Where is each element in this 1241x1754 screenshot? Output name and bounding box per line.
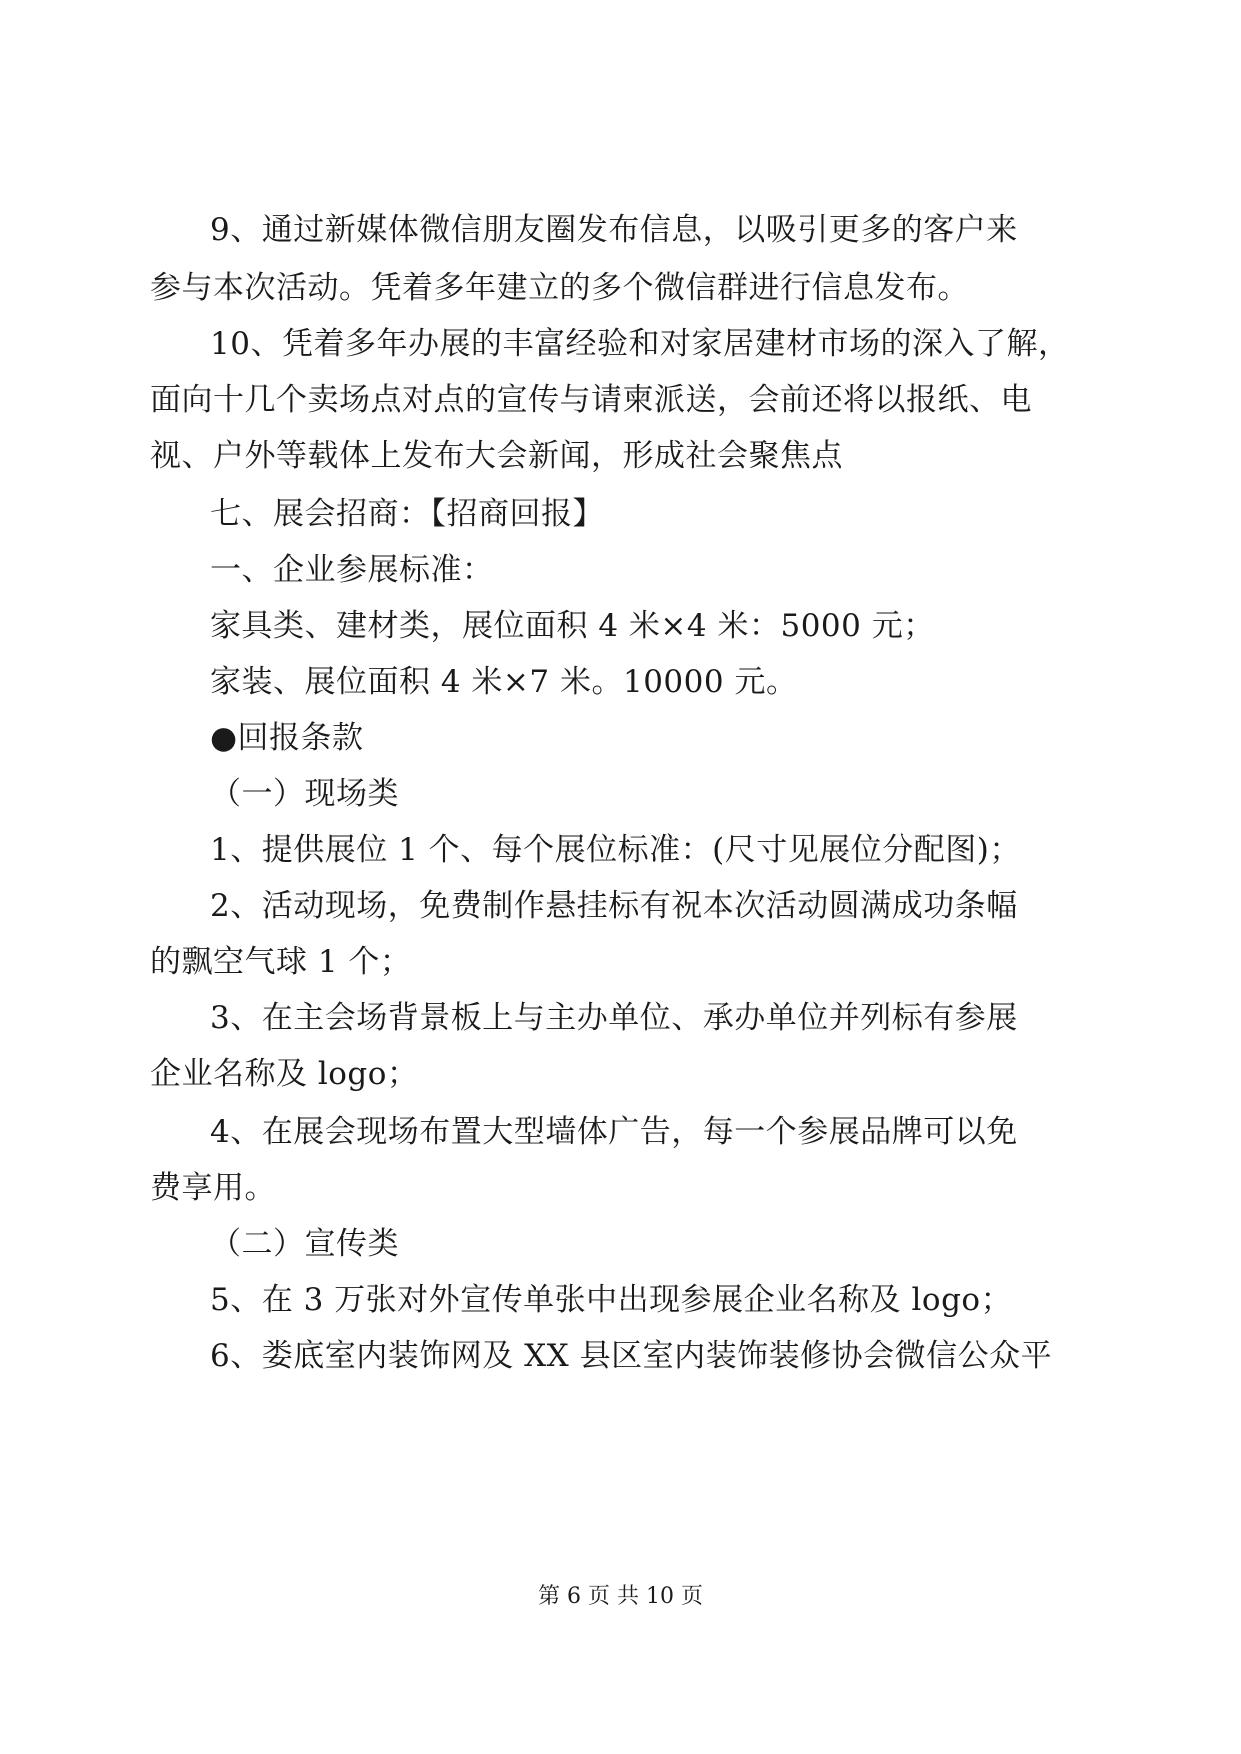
paragraph-line: 家具类、建材类，展位面积 4 米×4 米：5000 元； <box>210 608 935 644</box>
list-item: 3、在主会场背景板上与主办单位、承办单位并列标有参展 <box>210 1000 1018 1036</box>
paragraph-line: 家装、展位面积 4 米×7 米。10000 元。 <box>210 664 798 700</box>
list-item: 2、活动现场，免费制作悬挂标有祝本次活动圆满成功条幅 <box>210 888 1018 924</box>
section-heading: 七、展会招商：【招商回报】 <box>210 496 604 532</box>
list-item: 6、娄底室内装饰网及 XX 县区室内装饰装修协会微信公众平 <box>210 1338 1053 1374</box>
list-item: 5、在 3 万张对外宣传单张中出现参展企业名称及 logo； <box>210 1282 1013 1318</box>
bullet-heading: ●回报条款 <box>210 720 364 756</box>
subsection-heading: （二）宣传类 <box>210 1226 399 1262</box>
paragraph-line: 企业名称及 logo； <box>150 1056 419 1092</box>
paragraph-line: 10、凭着多年办展的丰富经验和对家居建材市场的深入了解， <box>210 326 1070 362</box>
paragraph-line: 参与本次活动。凭着多年建立的多个微信群进行信息发布。 <box>150 270 969 306</box>
subsection-heading: （一）现场类 <box>210 776 399 812</box>
paragraph-line: 9、通过新媒体微信朋友圈发布信息，以吸引更多的客户来 <box>210 212 1018 248</box>
page-footer: 第 6 页 共 10 页 <box>538 1584 703 1609</box>
subsection-heading: 一、企业参展标准： <box>210 552 494 588</box>
paragraph-line: 费享用。 <box>150 1170 276 1206</box>
paragraph-line: 视、户外等载体上发布大会新闻，形成社会聚焦点 <box>150 438 843 474</box>
list-item: 4、在展会现场布置大型墙体广告，每一个参展品牌可以免 <box>210 1114 1018 1150</box>
paragraph-line: 的飘空气球 1 个； <box>150 944 412 980</box>
list-item: 1、提供展位 1 个、每个展位标准：(尺寸见展位分配图)； <box>210 832 1021 868</box>
paragraph-line: 面向十几个卖场点对点的宣传与请柬派送，会前还将以报纸、电 <box>150 382 1032 418</box>
